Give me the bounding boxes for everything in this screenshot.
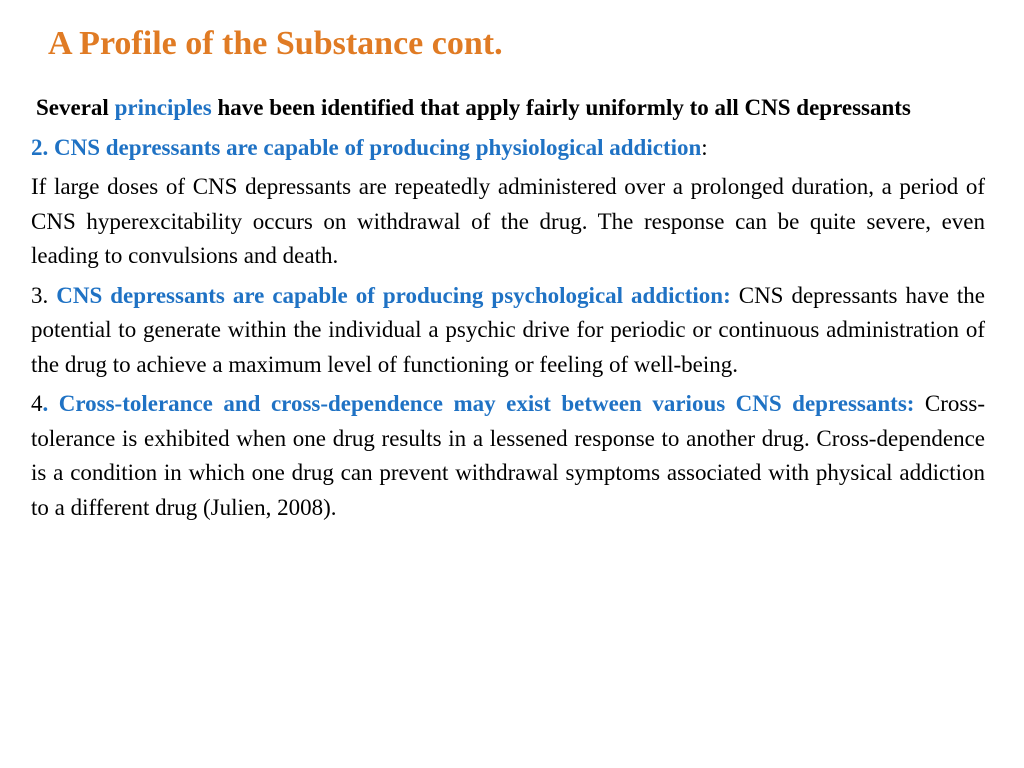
point-2-heading: CNS depressants are capable of producing physiological addiction: [54, 134, 702, 160]
point-4-paragraph: [31, 387, 985, 525]
point-4-body: Cross-tolerance is exhibited when one drug results in a lessened response to another drug. Cross-dependence is a condition in which one drug can prevent withdrawal symptoms associated with physical addiction to a different drug (Julien, 2008).: [31, 391, 985, 520]
point-4-number-suffix: .: [42, 391, 59, 416]
slide-title: A Profile of the Substance cont.: [48, 25, 503, 62]
point-3-heading: CNS depressants are capable of producing psychological addiction:: [56, 282, 731, 308]
point-2-body: If large doses of CNS depressants are repeatedly administered over a prolonged duration, a period of CNS hyperexcitability occurs on withdrawal of the drug. The response can be quite severe, even leading to convulsions and death.: [31, 174, 985, 268]
point-2-heading-paragraph: [31, 131, 985, 166]
slide-body: [31, 91, 985, 530]
point-4-number: 4: [31, 391, 43, 416]
point-2-colon: :: [701, 134, 708, 160]
intro-lead: Several: [36, 95, 115, 120]
point-3-number: 3.: [31, 282, 57, 308]
intro-rest: have been identified that apply fairly uniformly to all CNS depressants: [211, 95, 911, 120]
point-3-body: CNS depressants have the potential to generate within the individual a psychic drive for periodic or continuous administration of the drug to achieve a maximum level of functioning or feeling of well-being.: [31, 282, 985, 377]
point-2-number: 2.: [31, 134, 54, 160]
intro-highlight: principles: [114, 95, 212, 120]
point-3-paragraph: [31, 279, 985, 383]
point-4-heading: Cross-tolerance and cross-dependence may exist between various CNS depressants:: [58, 391, 915, 416]
intro-paragraph: [31, 91, 985, 126]
